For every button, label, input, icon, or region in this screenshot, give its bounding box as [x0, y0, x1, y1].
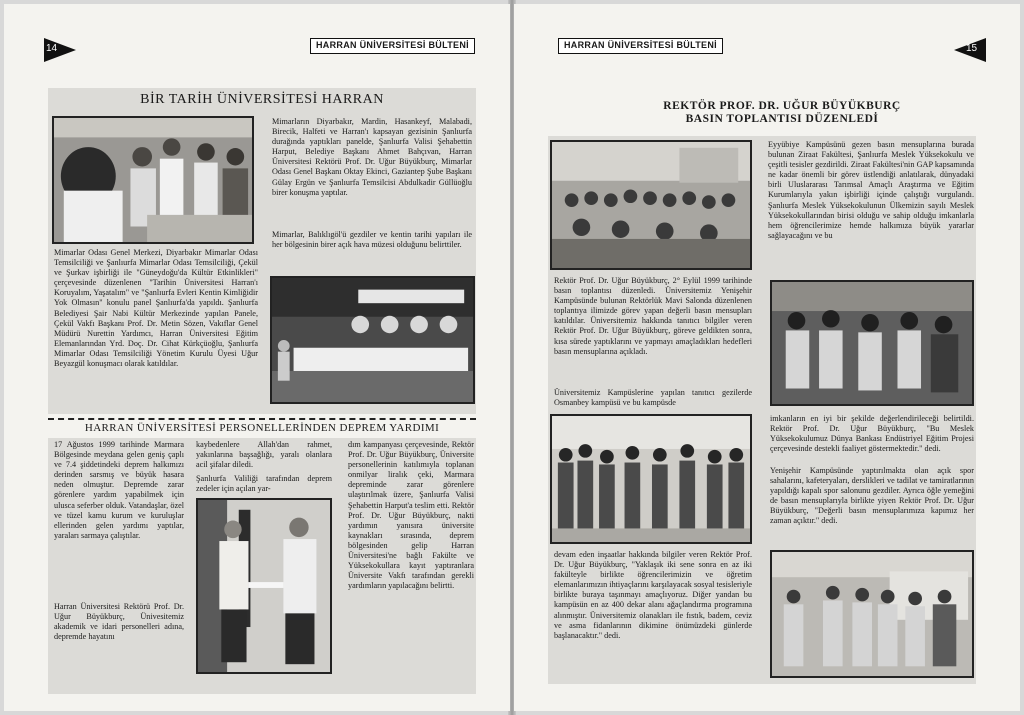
text-right-mid-2: Yenişehir Kampüsünde yaptırılmakta olan açık spor sahalarını, kafeteryaları, derslikleri ve tadilat ve tamiratlarının yapıldığı kapalı spor salonunu gezdiler. Ayrıca öğle yemeğini de basın mensuplarıyla birlikte yiyen Rektör Prof. Dr. Uğur Büyükburç, "Değerli basın mensuplarımıza kapımız her zaman açıktır." dedi. [770, 466, 974, 526]
article2-col2: kaybedenlere Allah'dan rahmet, yakınlarına başsağlığı, yaralı olanlara acil şifalar diledi. [196, 440, 332, 470]
photo-press-conference [550, 140, 752, 270]
section-divider [48, 418, 476, 420]
text-left-1: Rektör Prof. Dr. Uğur Büyükburç, 2° Eylül 1999 tarihinde basın toplantısı düzenledi. Üniversitemiz Yenişehir Kampüsünde bulunan Rektörlük Mavi Salonda düzenlenen toplantıya ilimizde görev yapan değerli basın mensupları katıldılar. Üniversitemiz hakkında tanıtıcı bilgiler veren Rektör Prof. Dr. Uğur Büyükburç, göreve geldikten sonra, kısa sürede yaptıklarını ve yapmayı amaçladıkları hedefleri basın mensuplarına açıkladı. [554, 276, 752, 356]
text-right-top: Eyyübiye Kampüsünü gezen basın mensuplarına burada bulunan Ziraat Fakültesi, Şanlıurfa Meslek Yüksekokulu ve çeşitli tesisler gezdirildi. Ziraat Fakültesi'nin GAP kapsamında ne kadar önemli bir görev üstlendiği anlatılarak, dünyadaki birli Uluslararası Tarımsal Amaçlı Araştırma ve Eğitim Kurumlarıyla yakın işbirliği içinde çalıştığı vurgulandı. Şanlıurfa Meslek Yüksekokulunun Ülkemizin sayılı Meslek Yüksekokullarından birisi olduğu ve sahip olduğu imkanlarla hem öğrencilerimize hemde halkımıza büyük yararlar sağlayacağını ve bu [768, 140, 974, 240]
article1-text-left: Mimarlar Odası Genel Merkezi, Diyarbakır Mimarlar Odası Temsilciliği ve Şanlıurfa Mimarlar Odası Temsilciliği, Çekül ve Şurkav işbirliği ile "Güneydoğu'da Kültür Etkinlikleri" çerçevesinde düzenlenen "Tarihin Üniversitesi Harran'ı Koruyalım, Yaşatalım" ve "Şanlıurfa Evleri Kentin Kimliğidir Yok Olmasın" konulu panel Şanlıurfa'da yapıldı. Şanlıurfa Belediyesi Şair Nabi Kültür Merkezinde yapılan Panele, Çekül Vakfı Başkanı Prof. Dr. Metin Sözen, Vakıflar Genel Müdürü Nurettin Yardımcı, Harran Üniversitesi Eğitim Elemanlarından Yrd. Doç. Dr. Cihat Kürkçüoğlu, Şanlıurfa Mimarlar Odası Temsilciliği Yönetim Kurulu Üyesi Uğur Beyazgül konuşmacı olarak katıldılar. [54, 248, 258, 369]
photo-workshop-visit [770, 550, 974, 678]
text-left-2: devam eden inşaatlar hakkında bilgiler veren Rektör Prof. Dr. Uğur Büyükburç, "Yaklaşık iki sene sonra en az iki fakülteyle birlikte öğrencilerimizin ve öğretim elemanlarımızın ihtiyaçlarını karşılayacak sosyal tesisleriyle birlikte buraya taşınmayı amaçlıyoruz. Diğer yandan bu kampüsün en az 400 dekar alanı ağaçlandırma programına alınmıştır. Üniversitemiz olanakları ile fıstık, badem, ceviz ve asma fidanlarının dikimine önümüzdeki günlerde başlanacaktır." dedi. [554, 550, 752, 640]
article2-col2-b: Şanlıurfa Valiliği tarafından deprem zedeler için açılan yar- [196, 474, 332, 494]
article2-col1-b: Harran Üniversitesi Rektörü Prof. Dr. Uğur Büyükburç, Ünivesitemiz akademik ve idari personelleri adına, depremde hayatını [54, 602, 184, 642]
text-left-1b: Üniversitemiz Kampüslerine yapılan tanıtıcı gezilerde Osmanbey kampüsü ve bu kampüsde [554, 388, 752, 408]
page-number-marker [44, 38, 76, 62]
page-number: 14 [46, 43, 58, 54]
article1-title: BİR TARİH ÜNİVERSİTESİ HARRAN [140, 92, 384, 107]
text-right-mid: imkanların en iyi bir şekilde değerlendirileceği belirtildi. Rektör Prof. Dr. Uğur Büyükburç, "Bu Meslek Yüksekokulumuz Dünya Bankası Endüstriyel Eğitim Projesi çerçevesinde destekli faaliyet göstermektedir." dedi. [770, 414, 974, 454]
photo-exhibition [52, 116, 254, 244]
photo-panel [270, 276, 475, 404]
page-number-marker [954, 38, 986, 62]
article2-title: HARRAN ÜNİVERSİTESİ PERSONELLERİNDEN DEPREM YARDIMI [84, 422, 440, 434]
article2-col1: 17 Ağustos 1999 tarihinde Marmara Bölgesinde meydana gelen geniş çaplı ve 7.4 şiddetindeki deprem halkımızı derinden sarsmış ve büyük hasara neden olmuştur. Depremde zarar görenlere yardım yapabilmek için ulusca seferber olduk. Vatandaşlar, özel ve tüzel kamu kurum ve kuruluşlar ellerinden gelen yardımı yaptılar, yaraları sarmaya çalıştılar. [54, 440, 184, 540]
photo-cheque-handover [196, 498, 332, 674]
photo-campus-visit [770, 280, 974, 406]
right-page [514, 4, 1020, 711]
article2-col3: dım kampanyası çerçevesinde, Rektör Prof. Dr. Uğur Büyükburç, Üniversite personellerinin katılımıyla toplanan onmilyar liralık çeki, Marmara depreminde zarar görenlere ulaştırılmak üzere, Şanlıurfa Valisi Şehabettin Harput'a teslim etti. Rektör Prof. Dr. Uğur Büyükburç, nakti yardımın yanısıra üniversite kaynakları sırasında, deprem bölgesinden gelip Harran Üniversitesi'ne bağlı Fakülte ve Yüksekokullara kayıt yaptıranlara Üniversite Vakfı tarafından gerekli yardımların yapılacağını belirtti. [348, 440, 474, 591]
article1-text-right: Mimarların Diyarbakır, Mardin, Hasankeyf, Malabadi, Birecik, Halfeti ve Harran'ı kapsayan gezisinin Şanlıurfa durağında yaptıkları panelde, Şanlıurfa Valisi Şehabettin Harput, Belediye Başkanı Ahmet Bahçıvan, Harran Üniversitesi Rektörü Prof. Dr. Uğur Büyükburç, Mimarlar Odası Genel Başkanı Oktay Ekinci, Gaziantep Şube Başkanı Gülay Ergün ve Şanlıurfa Temsilcisi Abdulkadir Güllüoğlu birer konuşma yaptılar. [272, 117, 472, 197]
article-title-line2: BASIN TOPLANTISI DÜZENLEDİ [685, 113, 879, 125]
page-number: 15 [966, 43, 978, 54]
bulletin-label: HARRAN ÜNİVERSİTESİ BÜLTENİ [310, 38, 475, 54]
article1-text-right-2: Mimarlar, Balıklıgöl'ü gezdiler ve kentin tarihi yapıları ile her bölgesinin birer açık hava müzesi olduğunu belirttiler. [272, 230, 472, 250]
article-title-line1: REKTÖR PROF. DR. UĞUR BÜYÜKBURÇ [663, 100, 901, 112]
photo-campus-tour [550, 414, 752, 544]
left-page [4, 4, 510, 711]
bulletin-label: HARRAN ÜNİVERSİTESİ BÜLTENİ [558, 38, 723, 54]
